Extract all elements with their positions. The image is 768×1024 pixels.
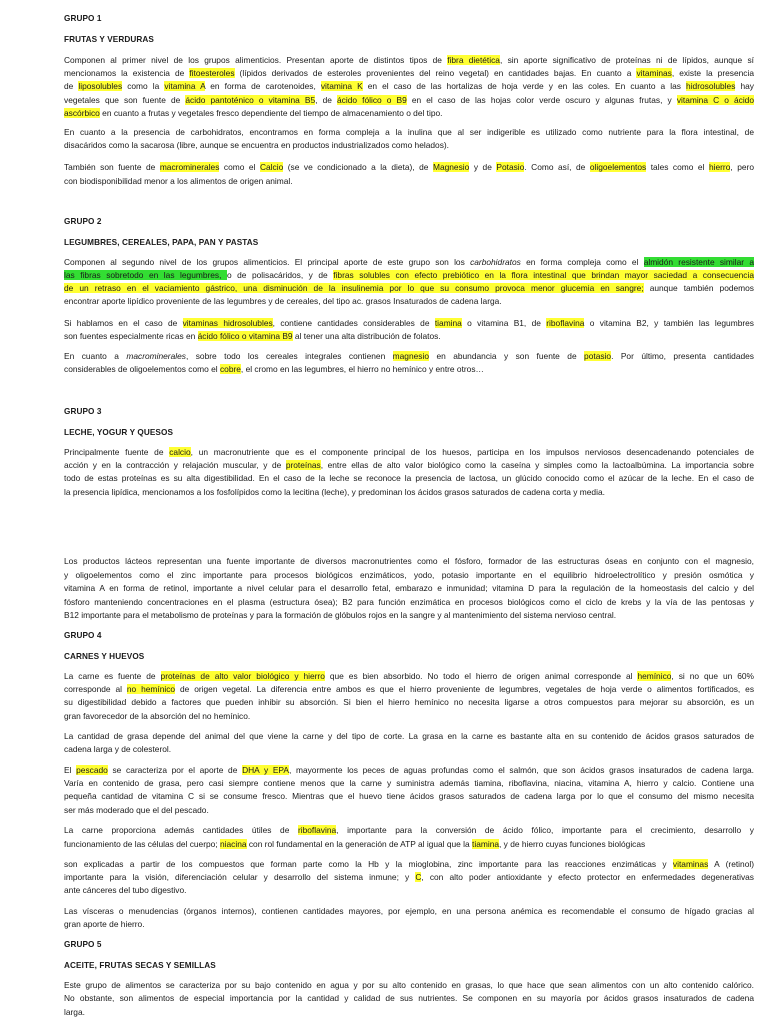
highlighted-term: proteínas (285, 460, 321, 470)
section-title: ACEITE, FRUTAS SECAS Y SEMILLAS (64, 961, 216, 970)
paragraph-line (64, 1007, 754, 1017)
highlighted-term: vitamina K (320, 81, 363, 91)
text-run: , mayormente los peces de aguas profundas como el salmón, que son ácidos grasos insaturados de cadena larga. (288, 765, 754, 775)
text-run: El (64, 765, 77, 775)
section-title: FRUTAS Y VERDURAS (64, 35, 154, 44)
text-run: en el caso de las hojas color verde oscuro y algunas frutas, y (406, 95, 677, 105)
text-run: la presencia lipídica, mencionamos a los fosfolípidos como la lecitina (leche), y predominan los ácidos grasos saturados de cadena corta y media. (64, 487, 605, 497)
text-run: (lípidos derivados de esteroles provenientes del reino vegetal) en cantidades bajas. En cuanto a (234, 68, 637, 78)
text-run: pequeña cantidad de vitamina C si se consume fresco. Mientras que el huevo tiene ácidos grasos saturados de cadena larga por lo que el consumo del mismo necesita (64, 791, 754, 801)
highlighted-term: vitaminas (672, 859, 709, 869)
paragraph-line (64, 980, 754, 990)
text-run: y oligoelementos como el zinc importante para procesos biológicos enzimáticos, yodo, potasio importante en el equilibrio hidroelectrolítico y presión osmótica y (64, 570, 754, 580)
text-run: También son fuente de (64, 162, 160, 172)
text-run: cadena larga y de colesterol. (64, 744, 172, 754)
text-run: disacáridos como la sacarosa (libre, aunque se encuentra en productos industrializados como helados). (64, 140, 450, 150)
group-heading: GRUPO 5 (64, 940, 102, 949)
text-run: Las vísceras o menudencias (órganos internos), contienen cantidades mayores, por ejemplo, en una persona anémica es recomendable el consumo de hígado gracias al (64, 906, 754, 916)
paragraph-line (64, 140, 754, 150)
text-run: Principalmente fuente de (64, 447, 170, 457)
text-run: en abundancia y son fuente de (429, 351, 585, 361)
text-run: y de (469, 162, 497, 172)
highlighted-term: vitaminas hidrosolubles (182, 318, 273, 328)
paragraph-line (64, 791, 754, 801)
text-run: En cuanto a (64, 351, 127, 361)
text-run: encontrar aporte lipídico proveniente de las legumbres y de cereales, del tipo ac. grasos Insaturados de cadena larga. (64, 296, 502, 306)
text-run: mencionamos la existencia de (64, 68, 190, 78)
text-run: en cuanto a frutas y vegetales fresco dependiente del tiempo de almacenamiento o del tipo. (99, 108, 443, 118)
text-run: Varía en contenido de grasa, pero casi siempre contiene menos que la carne y suministra además tiamina, riboflavina, niacina, vitamina A, hierro y calcio. Contiene una (64, 778, 754, 788)
text-run: , importante para la conversión de ácido fólico, importante para el crecimiento, desarrollo y (336, 825, 754, 835)
highlighted-term: Calcio (259, 162, 284, 172)
paragraph-line (64, 318, 754, 328)
highlighted-term: Potasio (496, 162, 525, 172)
text-run: son fuentes especialmente ricas en (64, 331, 198, 341)
paragraph-line (64, 351, 754, 361)
paragraph-line (64, 95, 754, 105)
highlighted-term: niacina (219, 839, 247, 849)
text-run: que es bien absorbido. No todo el hierro de origen animal corresponde al (324, 671, 638, 681)
paragraph-line (64, 805, 754, 815)
highlighted-term: C (415, 872, 422, 882)
paragraph-line (64, 778, 754, 788)
text-run: , de (315, 95, 337, 105)
highlighted-term: vitamina A (164, 81, 206, 91)
highlighted-term: liposolubles (78, 81, 123, 91)
highlighted-term: potasio (584, 351, 612, 361)
paragraph-line (64, 744, 754, 754)
text-run: carbohidratos (470, 257, 521, 267)
paragraph-line (64, 283, 754, 293)
text-run: corresponde al (64, 684, 127, 694)
highlighted-term: magnesio (392, 351, 429, 361)
paragraph-line (64, 671, 754, 681)
highlighted-term: macrominerales (159, 162, 220, 172)
text-run: importante para la visión, diferenciación celular y desarrollo del sistema inmune; y (64, 872, 416, 882)
paragraph-line (64, 127, 754, 137)
text-run: B12 importante para el metabolismo de proteínas y para la formación de glóbulos rojos en la sangre y al mantenimiento del sistema nervioso central. (64, 610, 617, 620)
paragraph-line (64, 487, 754, 497)
highlighted-term: vitamina C o ácido (676, 95, 754, 105)
paragraph-line (64, 859, 754, 869)
highlighted-term: riboflavina (546, 318, 585, 328)
paragraph-line (64, 885, 754, 895)
highlighted-term: oligoelementos (589, 162, 647, 172)
paragraph-line (64, 68, 754, 78)
text-run: macrominerales (126, 351, 186, 361)
paragraph-line (64, 473, 754, 483)
highlighted-term: ácido pantoténico o vitamina B5 (185, 95, 316, 105)
text-run: La carne es fuente de (64, 671, 161, 681)
text-run: aunque también podemos (643, 283, 754, 293)
paragraph-line (64, 610, 754, 620)
text-run: gran favorecedor de la absorción del no hemínico. (64, 711, 251, 721)
text-run: . Por último, presenta cantidades (611, 351, 754, 361)
text-run: se caracteriza por el aporte de (107, 765, 243, 775)
paragraph-line (64, 55, 754, 65)
paragraph-line (64, 460, 754, 470)
text-run: o de polisacáridos, y de (226, 270, 334, 280)
paragraph-line (64, 570, 754, 580)
text-run: como la (122, 81, 165, 91)
highlighted-term: fibras solubles con efecto prebiótico en la flora intestinal que brindan mayor saciedad a consecuencia (333, 270, 754, 280)
text-run: La cantidad de grasa depende del animal del que viene la carne y del tipo de corte. La grasa en la carne es bastante alta en su contenido de ácidos grasos saturados de (64, 731, 754, 741)
text-run: , con alto poder antioxidante y efecto protector en enfermedades degenerativas (421, 872, 754, 882)
highlighted-term: tiamina (434, 318, 462, 328)
text-run: Los productos lácteos representan una fuente importante de diversos macronutrientes como el fósforo, formador de las estructuras óseas en conjunto con el magnesio, (64, 556, 754, 566)
highlighted-term: proteínas de alto valor biológico y hierro (160, 671, 325, 681)
section-title: LECHE, YOGUR Y QUESOS (64, 428, 174, 437)
paragraph-line (64, 684, 754, 694)
highlighted-term: hemínico (637, 671, 672, 681)
paragraph-line (64, 697, 754, 707)
text-run: gran aporte de hierro. (64, 919, 145, 929)
group-heading: GRUPO 4 (64, 631, 102, 640)
text-run: , sin aporte significativo de proteínas ni de lípidos, aunque sí (499, 55, 754, 65)
text-run: o vitamina B2, y también las legumbres (584, 318, 754, 328)
text-run: funcionamiento de las células del cuerpo; (64, 839, 220, 849)
text-run: No obstante, son alimentos de especial importancia por la cantidad y calidad de sus nutrientes. Se componen en su mayoría por ácidos grasos insaturados de cadena (64, 993, 754, 1003)
text-run: larga. (64, 1007, 85, 1017)
text-run: en forma de carotenoides, (205, 81, 321, 91)
text-run: vegetales que son fuente de (64, 95, 186, 105)
text-run: o vitamina B1, de (461, 318, 547, 328)
paragraph-line (64, 731, 754, 741)
text-run: Si hablamos en el caso de (64, 318, 183, 328)
highlighted-term: hierro (708, 162, 731, 172)
group-heading: GRUPO 2 (64, 217, 102, 226)
highlighted-term: fibra dietética (447, 55, 500, 65)
paragraph-line (64, 825, 754, 835)
highlighted-term: calcio (169, 447, 191, 457)
text-run: en el caso de las hortalizas de hoja verde y en las coles. En cuanto a las (362, 81, 687, 91)
text-run: , el cromo en las legumbres, el hierro no hemínico y entre otros… (240, 364, 484, 374)
text-run: con rol fundamental en la generación de ATP al igual que la (246, 839, 473, 849)
text-run: La carne proporciona además cantidades útiles de (64, 825, 298, 835)
paragraph-line (64, 839, 754, 849)
highlighted-term: riboflavina (297, 825, 337, 835)
highlighted-term: pescado (76, 765, 108, 775)
highlighted-term: ácido fólico o vitamina B9 (197, 331, 293, 341)
paragraph-line (64, 583, 754, 593)
section-title: LEGUMBRES, CEREALES, PAPA, PAN Y PASTAS (64, 238, 259, 247)
text-run: como el (219, 162, 260, 172)
paragraph-line (64, 919, 754, 929)
highlighted-term: tiamina (472, 839, 500, 849)
text-run: vitamina A en forma de retinol, importante a nivel celular para el desarrollo fetal, embarazo e inmunidad; vitamina D para la regulación de la homeostasis del calcio y del (64, 583, 754, 593)
text-run: considerables de oligoelementos como el (64, 364, 220, 374)
paragraph-line (64, 296, 754, 306)
paragraph-line (64, 176, 754, 186)
group-heading: GRUPO 3 (64, 407, 102, 416)
paragraph-line (64, 364, 754, 374)
text-run: Este grupo de alimentos se caracteriza por su bajo contenido en agua y por su alto contenido en grasas, lo que hace que sean alimentos con un alto contenido calórico. (64, 980, 754, 990)
paragraph-line (64, 993, 754, 1003)
highlighted-term: Magnesio (432, 162, 470, 172)
paragraph-line (64, 765, 754, 775)
text-run: , y de hierro cuyas funciones biológicas (499, 839, 646, 849)
highlighted-term: no hemínico (126, 684, 176, 694)
text-run: al tener una alta distribución de folatos. (292, 331, 441, 341)
text-run: todo de estas proteínas es su alta digestibilidad. En el caso de la leche se reconoce la presencia de lactosa, un glúcido conocido como el azúcar de la leche. En el caso de (64, 473, 754, 483)
text-run: con biodisponibilidad menor a los alimentos de origen animal. (64, 176, 293, 186)
text-run: , un macronutriente que es el componente principal de los huesos, participa en los impulsos nerviosos desencadenando potenciales de (190, 447, 754, 457)
text-run: , si no que un 60% (671, 671, 754, 681)
highlighted-term: ácido fólico o B9 (337, 95, 407, 105)
highlighted-term: DHA y EPA (242, 765, 289, 775)
text-run: ante cánceres del tubo digestivo. (64, 885, 187, 895)
text-run: Componen al segundo nivel de los grupos alimenticios. El principal aporte de este grupo son los (64, 257, 471, 267)
text-run: en forma compleja como el (520, 257, 644, 267)
highlighted-term: hidrosolubles (686, 81, 736, 91)
text-run: de (64, 81, 79, 91)
paragraph-line (64, 162, 754, 172)
highlighted-term: ascórbico (64, 108, 100, 118)
highlighted-term: almidón resistente similar a (643, 257, 754, 267)
paragraph-line (64, 447, 754, 457)
text-run: acción y en la contracción y relajación muscular, y de (64, 460, 286, 470)
paragraph-line (64, 597, 754, 607)
paragraph-line (64, 108, 754, 118)
paragraph-line (64, 711, 754, 721)
text-run: , sobre todo los cereales integrales contienen (185, 351, 393, 361)
text-run: son explicadas a partir de los compuestos que forman parte como la Hb y la mioglobina, zinc importante para las reacciones enzimáticas y (64, 859, 673, 869)
paragraph-line (64, 556, 754, 566)
text-run: . Como así, de (524, 162, 590, 172)
text-run: , pero (730, 162, 754, 172)
paragraph-line (64, 257, 754, 267)
text-run: (se ve condicionado a la dieta), de (283, 162, 433, 172)
text-run: ser más moderado que el del pescado. (64, 805, 209, 815)
text-run: En cuanto a la presencia de carbohidratos, encontramos en forma compleja a la inulina que al ser indigerible es utilizado como nutriente para la flora intestinal, de (64, 127, 754, 137)
highlighted-term: de un retraso en el vaciamiento gástrico, una disminución de la insulinemia por lo que su consumo provoca menor glucemia en sangre; (64, 283, 644, 293)
section-title: CARNES Y HUEVOS (64, 652, 145, 661)
paragraph-line (64, 331, 754, 341)
paragraph-line (64, 906, 754, 916)
text-run: tales como el (646, 162, 709, 172)
highlighted-term: vitaminas (636, 68, 672, 78)
text-run: de origen vegetal. La diferencia entre ambos es que el hierro proveniente de legumbres, vegetales de hoja verde o alimentos fortificados, es (175, 684, 754, 694)
text-run: fósforo manteniendo concentraciones en el plasma (estructura ósea); B2 para función enzimática en procesos biológicos como el ciclo de krebs y la vía de las pentosas y (64, 597, 754, 607)
highlighted-term: cobre (219, 364, 241, 374)
paragraph-line (64, 872, 754, 882)
text-run: su digestibilidad debido a factores que pueden inhibir su absorción. Si bien el hierro hemínico no necesita ligarse a otros compuestos para mejorar su absorción, es un (64, 697, 754, 707)
text-run: , contiene cantidades considerables de (272, 318, 435, 328)
paragraph-line (64, 270, 754, 280)
text-run: A (retinol) (708, 859, 754, 869)
text-run: , existe la presencia (671, 68, 754, 78)
group-heading: GRUPO 1 (64, 14, 102, 23)
highlighted-term: fitoesteroles (189, 68, 235, 78)
text-run: hay (735, 81, 754, 91)
paragraph-line (64, 81, 754, 91)
text-run: Componen al primer nivel de los grupos alimenticios. Presentan aporte de distintos tipos de (64, 55, 448, 65)
text-run: , entre ellas de alto valor biológico como la caseína y simples como la lactoalbúmina. La importancia sobre (320, 460, 754, 470)
highlighted-term: las fibras sobretodo en las legumbres, (64, 270, 227, 280)
